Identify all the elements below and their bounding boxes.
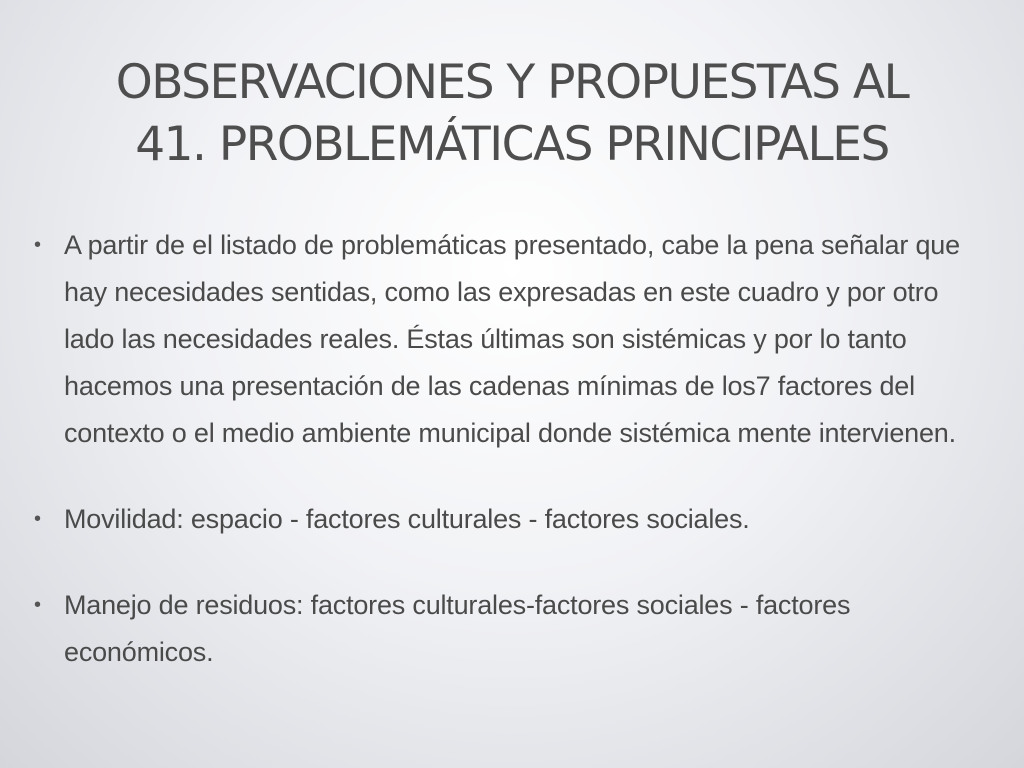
slide-title-line-2: 41. PROBLEMÁTICAS PRINCIPALES — [135, 117, 889, 172]
slide-title-line-1: OBSERVACIONES Y PROPUESTAS AL — [115, 55, 909, 110]
bullet-item-residuos — [34, 582, 994, 676]
bullet-dot: • — [34, 508, 41, 530]
bullet-dot: • — [34, 594, 41, 616]
bullet-list — [34, 222, 994, 676]
bullet-text: Manejo de residuos: factores culturales-factores sociales - factores económicos. — [64, 590, 851, 667]
bullet-item-problematicas — [34, 222, 994, 457]
bullet-text: Movilidad: espacio - factores culturales - factores sociales. — [64, 504, 750, 534]
bullet-text: A partir de el listado de problemáticas presentado, cabe la pena señalar que hay necesidades sentidas, como las expresadas en este cuadro y por otro lado las necesidades reales. Éstas últimas son sistémicas y por lo tanto hacemos una presentación de las cadenas mínimas de los7 factores del contexto o el medio ambiente municipal donde sistémica mente intervienen. — [64, 230, 960, 448]
bullet-dot: • — [34, 234, 41, 256]
bullet-item-movilidad — [34, 496, 994, 543]
slide-title — [20, 52, 1004, 176]
